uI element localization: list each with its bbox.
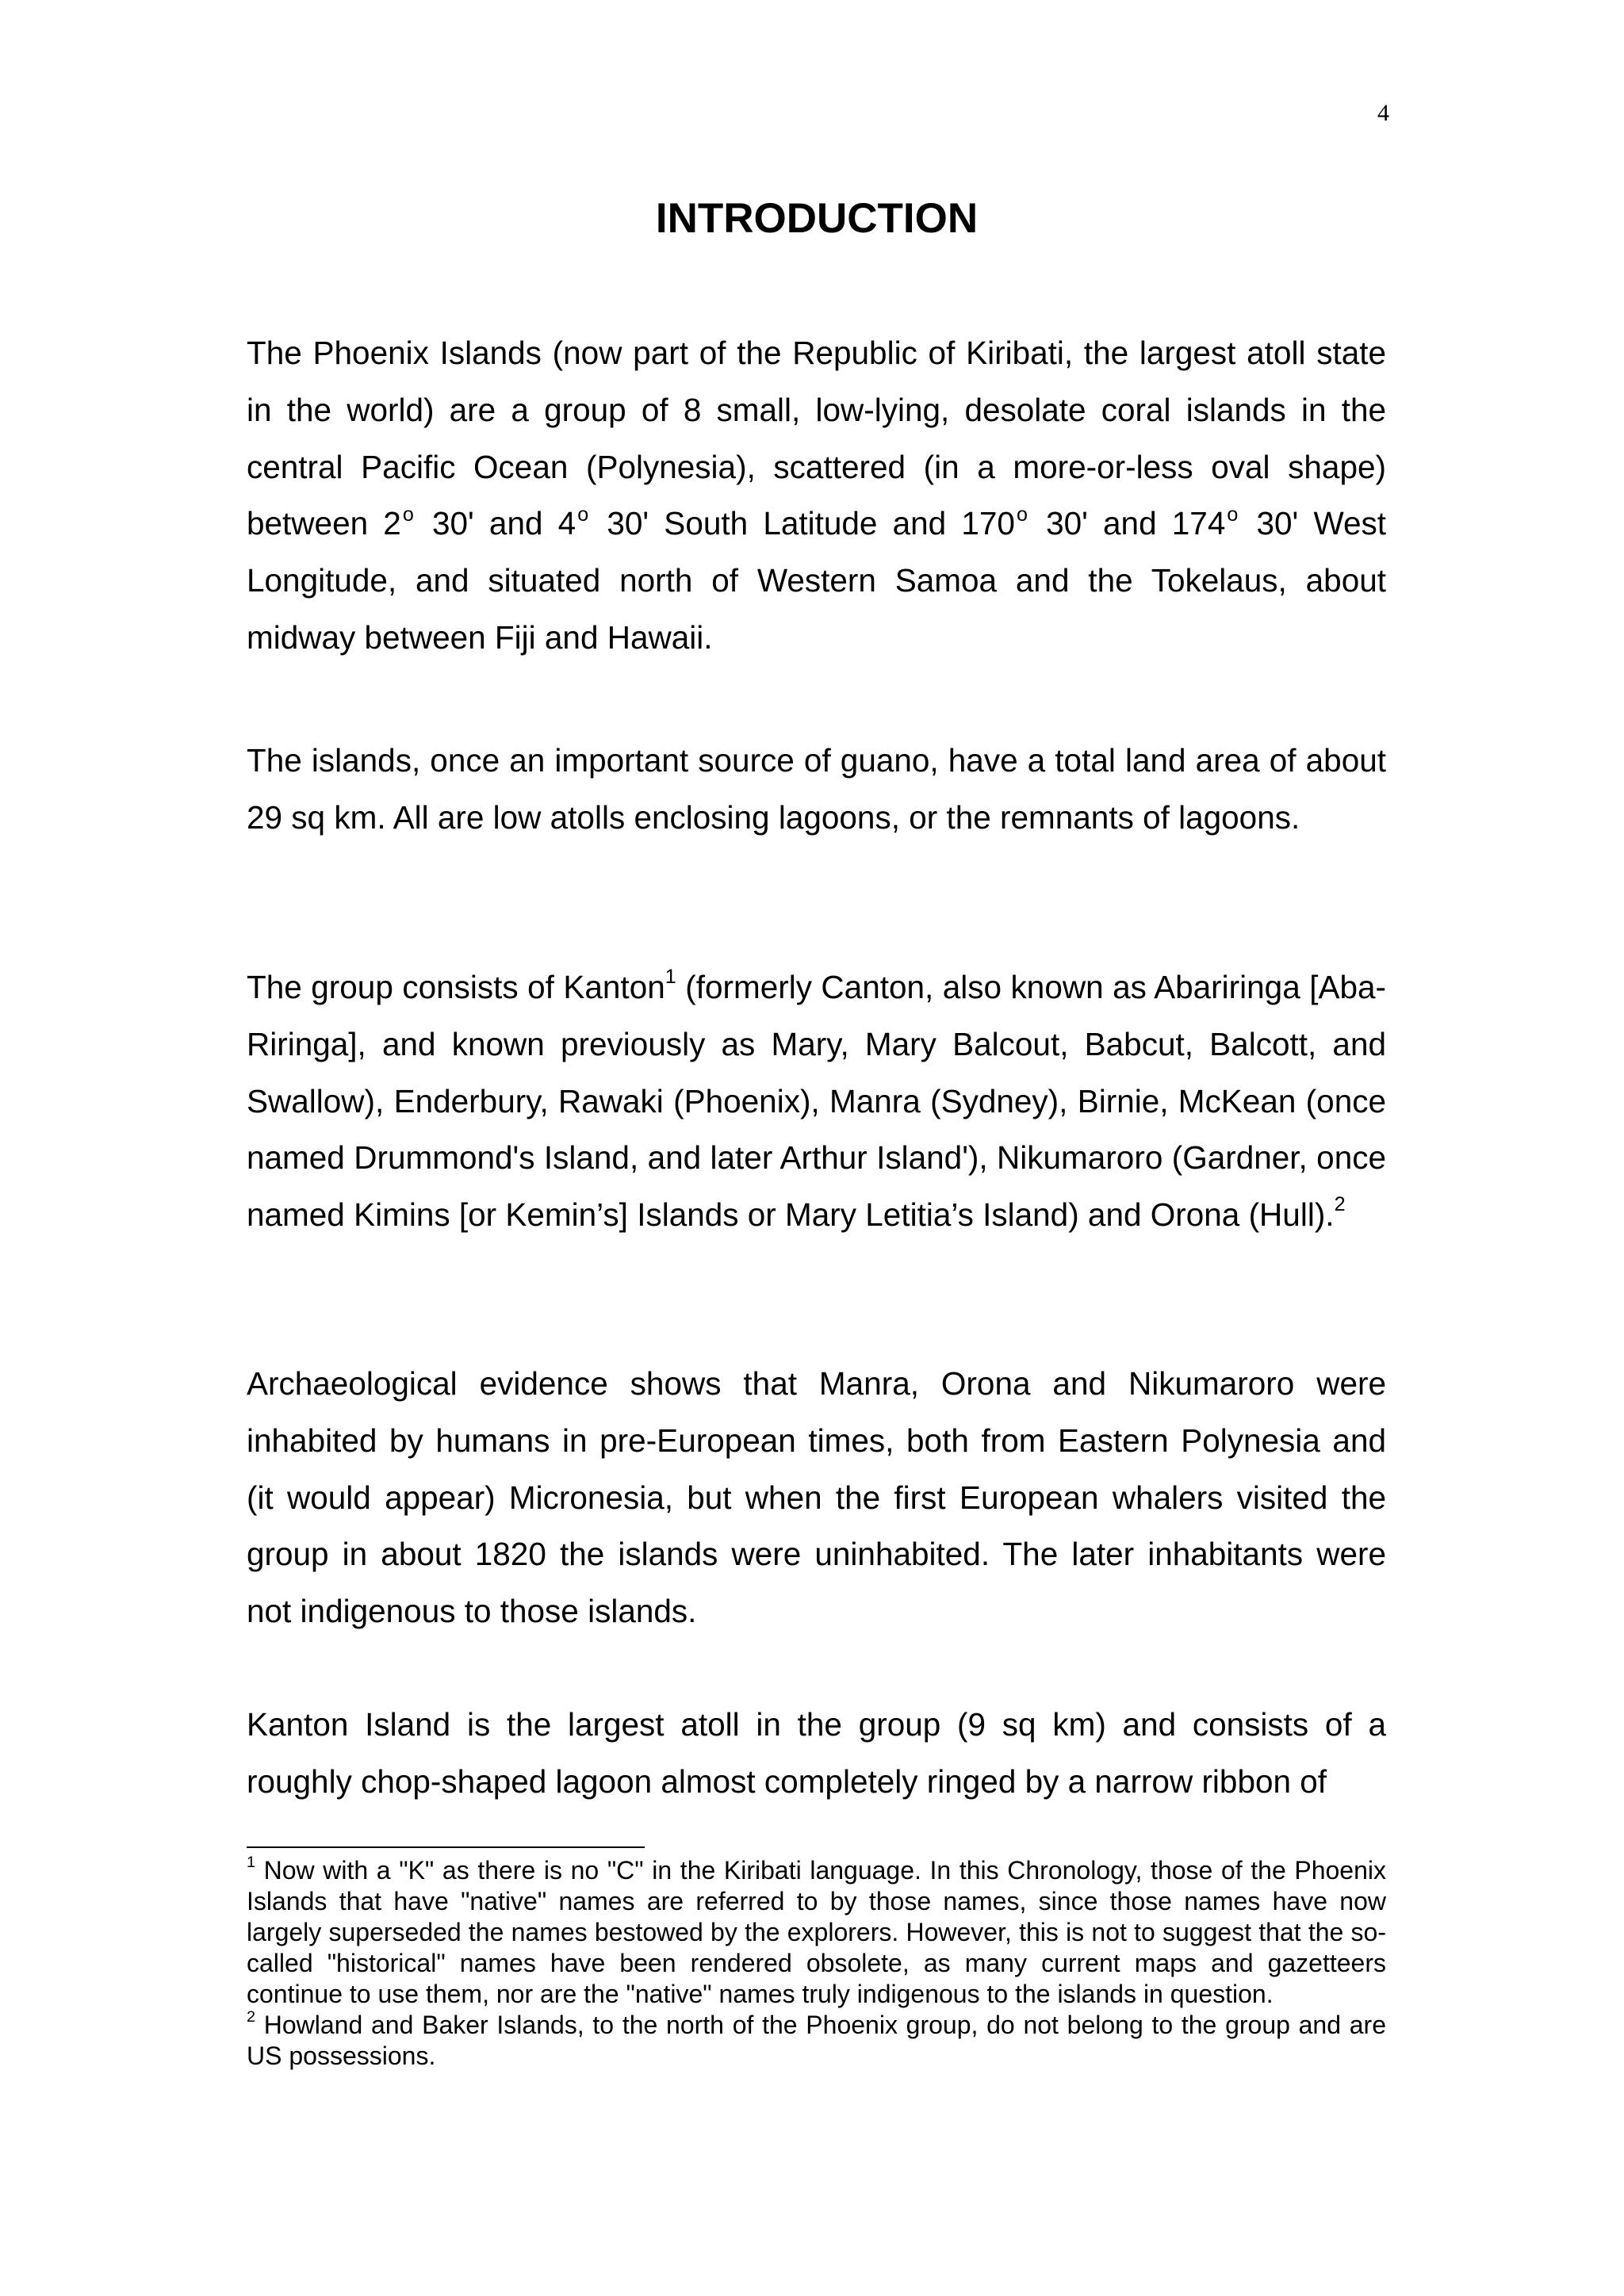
page-title: INTRODUCTION — [655, 195, 979, 242]
paragraph-text: 30' and 174 — [1030, 505, 1226, 542]
paragraph-island-names — [247, 959, 1386, 1244]
degree-symbol: o — [402, 503, 414, 526]
paragraph-text: The Phoenix Islands (now part of the Republic of Kiribati, the largest atoll state in the world) are a group of 8 small, low-lying, desolate coral islands in the central Pacific Ocean (Polynesia), scattered (in a more-or-less oval shape) between 2 — [247, 335, 1386, 542]
paragraph-text: 30' and 4 — [416, 505, 576, 542]
degree-symbol: o — [1016, 503, 1028, 526]
footnote-marker: 1 — [247, 1854, 256, 1872]
footnote-reference-2: 2 — [1334, 1193, 1346, 1216]
footnotes — [247, 1855, 1386, 2072]
footnote-2 — [247, 2010, 1386, 2072]
degree-symbol: o — [577, 503, 589, 526]
footnote-text: Howland and Baker Islands, to the north of the Phoenix group, do not belong to the group and are US possessions. — [247, 2011, 1386, 2070]
footnote-reference-1: 1 — [665, 966, 676, 989]
footnote-marker: 2 — [247, 2008, 256, 2026]
paragraph-kanton: Kanton Island is the largest atoll in the group (9 sq km) and consists of a roughly chop-shaped lagoon almost completely ringed by a narrow ribbon of — [247, 1706, 1386, 1800]
paragraph-text: 30' West Longitude, and situated north of Western Samoa and the Tokelaus, about midway between Fiji and Hawaii. — [247, 505, 1386, 656]
paragraph-guano: The islands, once an important source of guano, have a total land area of about 29 sq km. All are low atolls enclosing lagoons, or the remnants of lagoons. — [247, 742, 1386, 836]
paragraph-archaeology: Archaeological evidence shows that Manra, Orona and Nikumaroro were inhabited by humans in pre-European times, both from Eastern Polynesia and (it would appear) Micronesia, but when the first European whalers visited the group in about 1820 the islands were uninhabited. The later inhabitants were not indigenous to those islands. — [247, 1365, 1386, 1630]
paragraph-text: (formerly Canton, also known as Abariringa [Aba-Riringa], and known previously as Mary, Mary Balcout, Babcut, Balcott, and Swallow), Enderbury, Rawaki (Phoenix), Manra (Sydney), Birnie, McKean (once named Drummond's Island, and later Arthur Island'), Nikumaroro (Gardner, once named Kimins [or Kemin’s] Islands or Mary Letitia’s Island) and Orona (Hull). — [247, 969, 1386, 1234]
degree-symbol: o — [1227, 503, 1239, 526]
footnote-divider — [247, 1846, 645, 1848]
paragraph-text: 30' South Latitude and 170 — [592, 505, 1015, 542]
footnote-text: Now with a "K" as there is no "C" in the Kiribati language. In this Chronology, those of the Phoenix Islands that have "native" names are referred to by those names, since those names have now largely superseded the names bestowed by the explorers. However, this is not to suggest that the so-called "historical" names have been rendered obsolete, as many current maps and gazetteers continue to use them, nor are the "native" names truly indigenous to the islands in question. — [247, 1856, 1386, 2008]
page-number: 4 — [1377, 100, 1389, 126]
paragraph-location — [247, 325, 1386, 667]
footnote-1 — [247, 1855, 1386, 2010]
paragraph-text: The group consists of Kanton — [247, 969, 665, 1005]
